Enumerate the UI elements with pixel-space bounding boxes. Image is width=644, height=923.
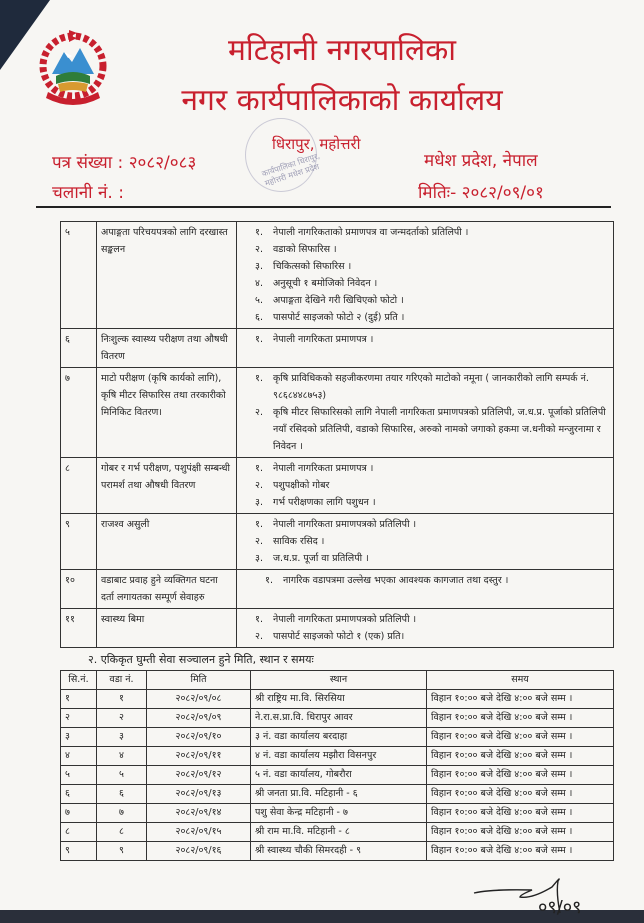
place-header: स्थान bbox=[251, 671, 427, 690]
document-text: गर्भ परीक्षणका लागि पशुधन । bbox=[273, 497, 376, 508]
service-documents bbox=[237, 570, 614, 609]
time-cell: विहान १०:०० बजे देखि ४:०० बजे सम्म । bbox=[427, 785, 614, 804]
document-item bbox=[255, 477, 609, 494]
date-cell: २०८२/०९/१२ bbox=[147, 766, 251, 785]
document-number: १. bbox=[255, 519, 263, 530]
header-divider bbox=[36, 206, 611, 208]
ward-cell: ९ bbox=[97, 842, 147, 861]
service-name: राजश्व असुली bbox=[97, 514, 237, 570]
document-item bbox=[255, 241, 609, 258]
place-cell: पशु सेवा केन्द्र मटिहानी - ७ bbox=[251, 804, 427, 823]
date-value: २०८२/०९/०१ bbox=[461, 183, 544, 203]
serial-cell: ७ bbox=[61, 804, 97, 823]
document-item bbox=[255, 628, 609, 645]
ward-cell: ७ bbox=[97, 804, 147, 823]
document-number: ३. bbox=[255, 553, 263, 564]
service-row bbox=[61, 570, 614, 609]
document-text: पासपोर्ट साइजको फोटो १ (एक) प्रति। bbox=[273, 631, 405, 642]
time-cell: विहान १०:०० बजे देखि ४:०० बजे सम्म । bbox=[427, 728, 614, 747]
service-sn: ८ bbox=[61, 458, 97, 514]
service-name: माटो परीक्षण (कृषि कार्यको लागि), कृषि मीटर सिफारिस तथा तरकारीको मिनिकिट वितरण। bbox=[97, 368, 237, 458]
schedule-row bbox=[61, 823, 614, 842]
ward-cell: ८ bbox=[97, 823, 147, 842]
document-text: नेपाली नागरिकता प्रमाणपत्र । bbox=[273, 463, 374, 474]
time-cell: विहान १०:०० बजे देखि ४:०० बजे सम्म । bbox=[427, 709, 614, 728]
schedule-heading: २. एकिकृत घुम्ती सेवा सञ्चालन हुने मिति, स्थान र समयः bbox=[88, 653, 314, 666]
document-number: ४. bbox=[255, 278, 263, 289]
date-cell: २०८२/०९/१५ bbox=[147, 823, 251, 842]
service-row bbox=[61, 222, 614, 329]
municipality-name: मटिहानी नगरपालिका bbox=[227, 33, 457, 68]
document-number: २. bbox=[255, 480, 263, 491]
service-sn: ९ bbox=[61, 514, 97, 570]
service-row bbox=[61, 458, 614, 514]
place-cell: श्री स्वास्थ्य चौकी सिमरदही - ९ bbox=[251, 842, 427, 861]
time-cell: विहान १०:०० बजे देखि ४:०० बजे सम्म । bbox=[427, 766, 614, 785]
document-item bbox=[255, 494, 609, 511]
document-text: वडाको सिफारिस । bbox=[273, 244, 337, 255]
document-item bbox=[255, 516, 609, 533]
place-cell: ने.रा.स.प्रा.वि. धिरापुर आवर bbox=[251, 709, 427, 728]
letter-number bbox=[52, 150, 196, 173]
document-text: अनुसूची १ बमोजिको निवेदन । bbox=[273, 278, 378, 289]
document-number: ६. bbox=[255, 312, 263, 323]
place-cell: ३ नं. वडा कार्यालय बरदाहा bbox=[251, 728, 427, 747]
document-text: नेपाली नागरिकताको प्रमाणपत्र वा जन्मदर्ताको प्रतिलिपी । bbox=[273, 227, 469, 238]
document-number: २. bbox=[255, 536, 263, 547]
document-item bbox=[255, 404, 609, 455]
document-number: २. bbox=[255, 407, 263, 418]
time-cell: विहान १०:०० बजे देखि ४:०० बजे सम्म । bbox=[427, 690, 614, 709]
document-text: नेपाली नागरिकता प्रमाणपत्र । bbox=[273, 334, 374, 345]
schedule-row bbox=[61, 842, 614, 861]
date-cell: २०८२/०९/११ bbox=[147, 747, 251, 766]
serial-cell: ४ bbox=[61, 747, 97, 766]
ward-cell: ५ bbox=[97, 766, 147, 785]
serial-cell: ८ bbox=[61, 823, 97, 842]
service-sn: ५ bbox=[61, 222, 97, 329]
document-number: १. bbox=[255, 614, 263, 625]
schedule-row bbox=[61, 709, 614, 728]
service-row bbox=[61, 329, 614, 368]
schedule-row bbox=[61, 728, 614, 747]
document-text: कृषि मीटर सिफारिसको लागि नेपाली नागरिकता प्रमाणपत्रको प्रतिलिपी, ज.ध.प्र. पूर्जाको प्रतिलिपी नयाँ रसिदको प्रतिलिपी, वडाको सिफारिस, अरुको नामको जगाको हकमा ज.धनीको मन्जुरनामा र निवेदन । bbox=[273, 407, 606, 452]
date-cell: २०८२/०९/१३ bbox=[147, 785, 251, 804]
place-cell: ४ नं. वडा कार्यालय मझौरा विसनपुर bbox=[251, 747, 427, 766]
document-number: १. bbox=[255, 463, 263, 474]
document-number: ५. bbox=[255, 295, 263, 306]
office-location: धिरापुर, महोत्तरी bbox=[272, 135, 361, 153]
ward-cell: १ bbox=[97, 690, 147, 709]
letter-number-label: पत्र संख्या : bbox=[52, 153, 124, 173]
date-cell: २०८२/०९/१० bbox=[147, 728, 251, 747]
place-cell: श्री राम मा.वि. मटिहानी - ८ bbox=[251, 823, 427, 842]
serial-cell: २ bbox=[61, 709, 97, 728]
document-text: नागरिक वडापत्रमा उल्लेख भएका आवश्यक कागजात तथा दस्तुर । bbox=[283, 575, 509, 586]
document-number: १. bbox=[255, 334, 263, 345]
schedule-row bbox=[61, 690, 614, 709]
service-name: अपाङ्गता परिचयपत्रको लागि दरखास्त सङ्कलन bbox=[97, 222, 237, 329]
document-text: साविक रसिद । bbox=[273, 536, 325, 547]
time-header: समय bbox=[427, 671, 614, 690]
document-text: पशुपक्षीको गोबर bbox=[273, 480, 330, 491]
dispatch-number bbox=[52, 180, 124, 203]
schedule-table bbox=[60, 670, 614, 861]
document-item bbox=[255, 460, 609, 477]
ward-header: वडा नं. bbox=[97, 671, 147, 690]
signature-text: ०९/०९ bbox=[538, 897, 582, 918]
document-item bbox=[255, 370, 609, 404]
service-name: गोबर र गर्भ परीक्षण, पशुपंक्षी सम्बन्धी परामर्श तथा औषधी वितरण bbox=[97, 458, 237, 514]
date-cell: २०८२/०९/०९ bbox=[147, 709, 251, 728]
schedule-row bbox=[61, 785, 614, 804]
document-item bbox=[255, 611, 609, 628]
date-cell: २०८२/०९/१४ bbox=[147, 804, 251, 823]
document-number: २. bbox=[255, 631, 263, 642]
document-text: अपाङ्गता देखिने गरी खिचिएको फोटो । bbox=[273, 295, 404, 306]
place-cell: श्री राष्ट्रिय मा.वि. सिरसिया bbox=[251, 690, 427, 709]
schedule-row bbox=[61, 766, 614, 785]
time-cell: विहान १०:०० बजे देखि ४:०० बजे सम्म । bbox=[427, 747, 614, 766]
service-row bbox=[61, 368, 614, 458]
time-cell: विहान १०:०० बजे देखि ४:०० बजे सम्म । bbox=[427, 823, 614, 842]
service-sn: ७ bbox=[61, 368, 97, 458]
document-text: नेपाली नागरिकता प्रमाणपत्रको प्रतिलिपी । bbox=[273, 519, 417, 530]
service-documents bbox=[237, 609, 614, 648]
date-header: मिति bbox=[147, 671, 251, 690]
document-number: ३. bbox=[255, 497, 263, 508]
time-cell: विहान १०:०० बजे देखि ४:०० बजे सम्म । bbox=[427, 842, 614, 861]
date-label: मितिः- bbox=[418, 183, 457, 203]
document-item bbox=[255, 309, 609, 326]
document-item bbox=[255, 275, 609, 292]
letter-date bbox=[418, 180, 544, 203]
serial-cell: ९ bbox=[61, 842, 97, 861]
service-documents bbox=[237, 329, 614, 368]
document-number: १. bbox=[255, 227, 263, 238]
service-name: निःशुल्क स्वास्थ्य परीक्षण तथा औषधी वितरण bbox=[97, 329, 237, 368]
document-text: ज.ध.प्र. पूर्जा वा प्रतिलिपी । bbox=[273, 553, 369, 564]
ward-cell: २ bbox=[97, 709, 147, 728]
document-text: कृषि प्राविधिकको सहजीकरणमा तयार गरिएको माटोको नमूना ( जानकारीको लागि सम्पर्क नं. ९८६८४४८७५३) bbox=[273, 373, 589, 401]
serial-cell: ५ bbox=[61, 766, 97, 785]
province: मधेश प्रदेश, नेपाल bbox=[424, 151, 538, 171]
date-cell: २०८२/०९/०८ bbox=[147, 690, 251, 709]
document-number: २. bbox=[255, 244, 263, 255]
document-item bbox=[255, 550, 609, 567]
document-item bbox=[255, 292, 609, 309]
ward-cell: ६ bbox=[97, 785, 147, 804]
services-table bbox=[60, 221, 614, 648]
office-name: नगर कार्यपालिकाको कार्यालय bbox=[181, 83, 503, 118]
ward-cell: ३ bbox=[97, 728, 147, 747]
service-name: वडाबाट प्रवाह हुने व्यक्तिगत घटना दर्ता लगायतका सम्पूर्ण सेवाहरु bbox=[97, 570, 237, 609]
ward-cell: ४ bbox=[97, 747, 147, 766]
document-text: पासपोर्ट साइजको फोटो २ (दुई) प्रति । bbox=[273, 312, 405, 323]
dispatch-number-label: चलानी नं. : bbox=[52, 183, 124, 203]
document-text: चिकित्सको सिफारिस । bbox=[273, 261, 352, 272]
document-item bbox=[255, 224, 609, 241]
serial-cell: ३ bbox=[61, 728, 97, 747]
document-number: १. bbox=[255, 373, 263, 384]
service-name: स्वास्थ्य बिमा bbox=[97, 609, 237, 648]
serial-cell: १ bbox=[61, 690, 97, 709]
service-documents bbox=[237, 458, 614, 514]
schedule-row bbox=[61, 804, 614, 823]
service-documents bbox=[237, 222, 614, 329]
document-item bbox=[255, 331, 609, 348]
letter-number-value: २०८२/०८३ bbox=[128, 153, 197, 173]
document-item bbox=[255, 533, 609, 550]
document-item bbox=[255, 258, 609, 275]
document-number: १. bbox=[265, 575, 273, 586]
document-text: नेपाली नागरिकता प्रमाणपत्रको प्रतिलिपी । bbox=[273, 614, 417, 625]
serial-cell: ६ bbox=[61, 785, 97, 804]
place-cell: ५ नं. वडा कार्यालय, गोबरौरा bbox=[251, 766, 427, 785]
service-row bbox=[61, 609, 614, 648]
service-row bbox=[61, 514, 614, 570]
service-sn: १० bbox=[61, 570, 97, 609]
stamp-text: कार्यपालिका धिरापुर, महोत्तरी मधेश प्रदेश bbox=[260, 151, 321, 188]
service-documents bbox=[237, 368, 614, 458]
service-documents bbox=[237, 514, 614, 570]
document-number: ३. bbox=[255, 261, 263, 272]
time-cell: विहान १०:०० बजे देखि ४:०० बजे सम्म । bbox=[427, 804, 614, 823]
signature-icon bbox=[472, 873, 602, 923]
date-cell: २०८२/०९/१६ bbox=[147, 842, 251, 861]
schedule-row bbox=[61, 747, 614, 766]
place-cell: श्री जनता प्रा.वि. मटिहानी - ६ bbox=[251, 785, 427, 804]
document-item bbox=[265, 572, 609, 589]
service-sn: ११ bbox=[61, 609, 97, 648]
serial-header: सि.नं. bbox=[61, 671, 97, 690]
service-sn: ६ bbox=[61, 329, 97, 368]
